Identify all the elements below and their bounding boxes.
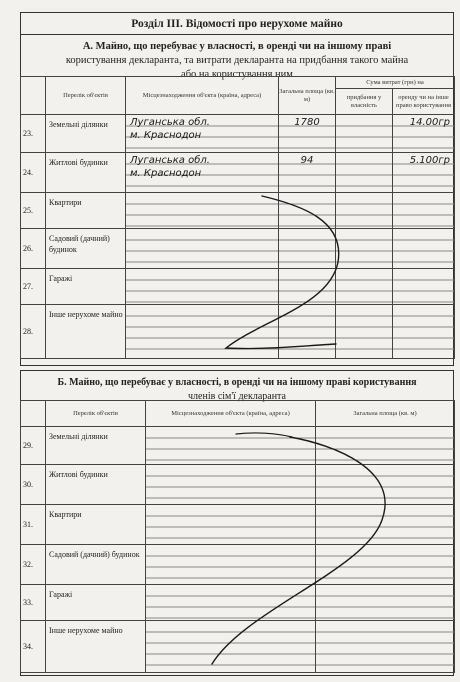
- part-a-title-line1: А. Майно, що перебуває у власності, в оренді чи на іншому праві: [82, 41, 392, 52]
- location-cell: [126, 305, 279, 359]
- row-num: 29.: [21, 427, 46, 465]
- header-object-list: Перелік об'єктів: [46, 401, 146, 427]
- header-location: Місцезнаходження об'єкта (країна, адреса): [126, 77, 279, 115]
- location-cell: [146, 585, 316, 621]
- row-label: Гаражі: [46, 269, 126, 305]
- area-cell: [279, 115, 336, 153]
- location-cell: [146, 545, 316, 585]
- row-label: Земельні ділянки: [46, 427, 146, 465]
- area-cell: [316, 621, 455, 673]
- handwritten-area: 1780: [294, 117, 320, 128]
- location-cell: [126, 229, 279, 269]
- purchase-cell: [336, 115, 393, 153]
- table-row: [21, 585, 455, 621]
- area-cell: [316, 505, 455, 545]
- header-rent: оренду чи на інше право користування: [393, 89, 455, 115]
- purchase-cell: [336, 269, 393, 305]
- rent-cell: [393, 115, 455, 153]
- row-label: Квартири: [46, 193, 126, 229]
- row-num: 28.: [21, 305, 46, 359]
- row-label: Садовий (дачний) будинок: [46, 229, 126, 269]
- purchase-cell: [336, 153, 393, 193]
- area-cell: [279, 193, 336, 229]
- row-label: Садовий (дачний) будинок: [46, 545, 146, 585]
- row-label: Житлові будинки: [46, 153, 126, 193]
- area-cell: [316, 585, 455, 621]
- location-cell: [146, 621, 316, 673]
- row-label: Інше нерухоме майно: [46, 621, 146, 673]
- table-row: [21, 621, 455, 673]
- row-label: Земельні ділянки: [46, 115, 126, 153]
- row-num: 31.: [21, 505, 46, 545]
- rent-cell: [393, 305, 455, 359]
- row-label: Гаражі: [46, 585, 146, 621]
- handwritten-location-line2: м. Краснодон: [130, 168, 202, 179]
- part-b-title-line1: Б. Майно, що перебуває у власності, в оренді чи на іншому праві користування: [57, 377, 417, 388]
- location-cell: [126, 269, 279, 305]
- area-cell: [279, 153, 336, 193]
- location-cell: [146, 427, 316, 465]
- area-cell: [316, 465, 455, 505]
- purchase-cell: [336, 193, 393, 229]
- area-cell: [279, 305, 336, 359]
- row-label: Інше нерухоме майно: [46, 305, 126, 359]
- header-expenses: Сума витрат (грн) на: [336, 77, 455, 89]
- row-num: 24.: [21, 153, 46, 193]
- table-row: [21, 153, 455, 193]
- handwritten-area: 94: [300, 155, 314, 166]
- row-num: 25.: [21, 193, 46, 229]
- handwritten-location-line1: Луганська обл.: [130, 155, 210, 166]
- part-a-table: [20, 76, 455, 359]
- rent-cell: [393, 153, 455, 193]
- header-num: [21, 77, 46, 115]
- part-b-title-line2: членів сім'ї декларанта: [188, 391, 286, 402]
- area-cell: [279, 229, 336, 269]
- table-row: [21, 229, 455, 269]
- table-row: [21, 305, 455, 359]
- handwritten-rent: 5.100гр: [409, 155, 450, 166]
- table-row: [21, 505, 455, 545]
- area-cell: [316, 545, 455, 585]
- header-area: Загальна площа (кв. м): [316, 401, 455, 427]
- header-num: [21, 401, 46, 427]
- row-label: Квартири: [46, 505, 146, 545]
- table-row: [21, 115, 455, 153]
- table-row: [21, 193, 455, 229]
- part-a-title-line2: користування декларанта, та витрати декларанта на придбання такого майна: [65, 55, 409, 66]
- header-object-list: Перелік об'єктів: [46, 77, 126, 115]
- rent-cell: [393, 269, 455, 305]
- part-b-table: [20, 400, 455, 673]
- row-num: 32.: [21, 545, 46, 585]
- row-num: 27.: [21, 269, 46, 305]
- row-num: 30.: [21, 465, 46, 505]
- purchase-cell: [336, 305, 393, 359]
- row-label: Житлові будинки: [46, 465, 146, 505]
- table-row: [21, 269, 455, 305]
- part-a-title-line3: або на користування ним: [181, 69, 293, 80]
- header-location: Місцезнаходження об'єкта (країна, адреса): [146, 401, 316, 427]
- section-title: Розділ ІІІ. Відомості про нерухоме майно: [20, 12, 454, 34]
- row-num: 23.: [21, 115, 46, 153]
- location-cell: [126, 153, 279, 193]
- purchase-cell: [336, 229, 393, 269]
- row-num: 34.: [21, 621, 46, 673]
- table-row: [21, 545, 455, 585]
- handwritten-rent: 14.00гр: [409, 117, 450, 128]
- table-row: [21, 427, 455, 465]
- row-num: 26.: [21, 229, 46, 269]
- location-cell: [126, 115, 279, 153]
- table-row: [21, 465, 455, 505]
- header-area: Загальна площа (кв. м): [279, 77, 336, 115]
- location-cell: [126, 193, 279, 229]
- handwritten-location-line1: Луганська обл.: [130, 117, 210, 128]
- rent-cell: [393, 229, 455, 269]
- handwritten-location-line2: м. Краснодон: [130, 130, 202, 141]
- location-cell: [146, 505, 316, 545]
- area-cell: [316, 427, 455, 465]
- row-num: 33.: [21, 585, 46, 621]
- area-cell: [279, 269, 336, 305]
- rent-cell: [393, 193, 455, 229]
- location-cell: [146, 465, 316, 505]
- header-purchase: придбання у власність: [336, 89, 393, 115]
